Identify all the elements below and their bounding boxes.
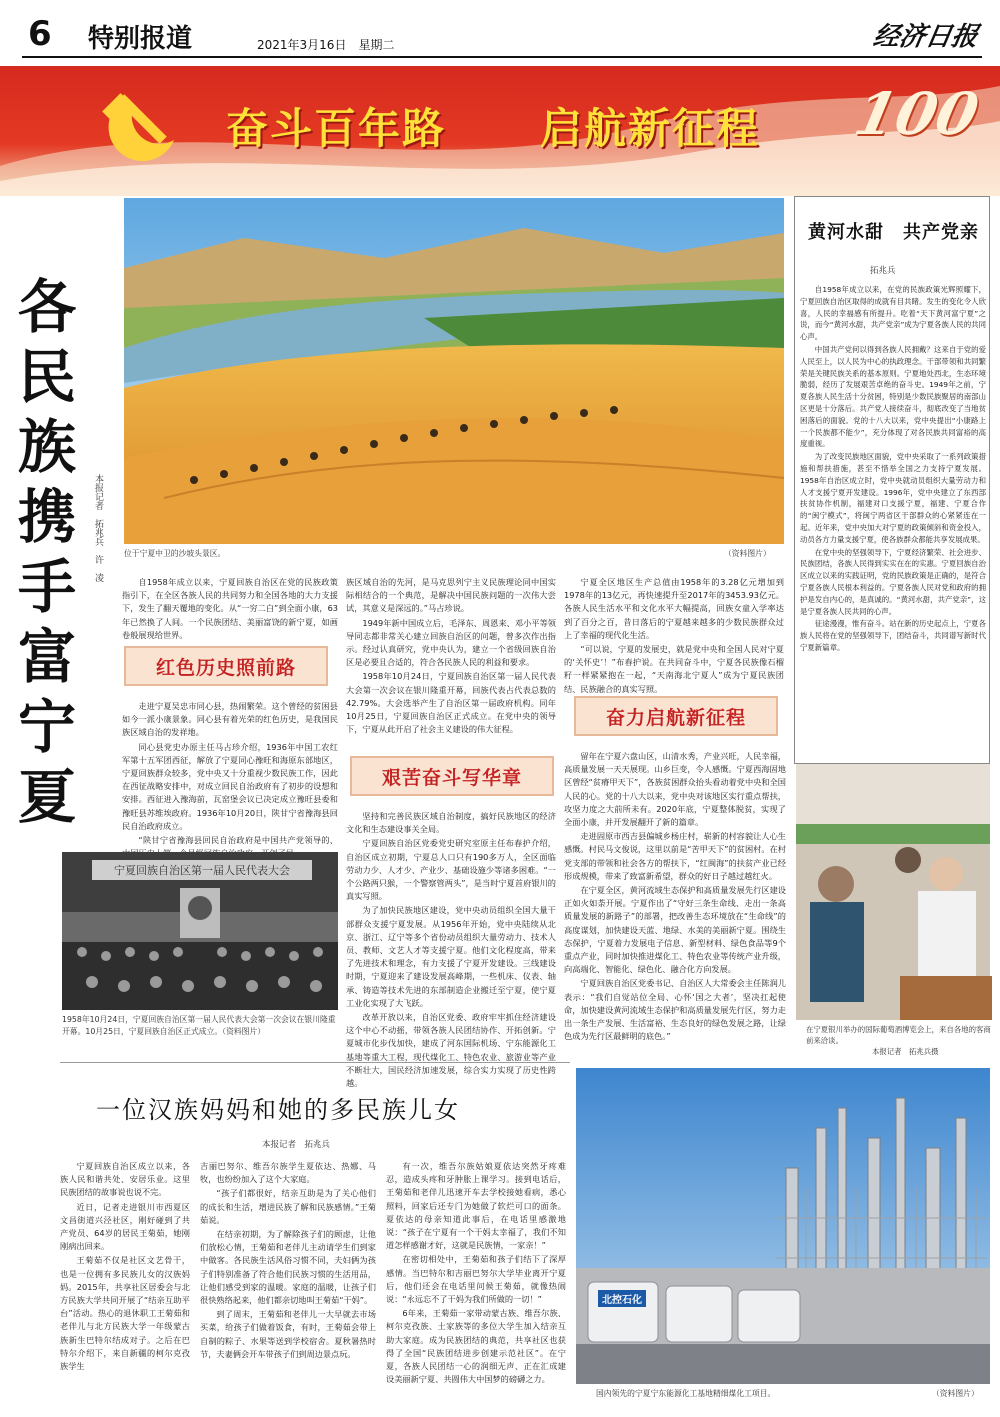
body-paragraph: 在结亲初期，为了解除孩子们的顾虑，让他们放松心情，王菊茹和老伴儿主动请学生们到家中做客。各民族生活风俗习惯不同，夫妇俩为孩子们特别准备了符合他们民族习惯的生活用品，让他们感受到家的温暖。家庭的温暖，让孩子们很快熟络起来，他们都亲切地叫王菊茹“干妈”。 (200, 1229, 376, 1306)
title-char: 富 (18, 623, 77, 691)
banner (0, 66, 1000, 196)
wine-expo-credit: 本报记者 拓兆兵摄 (872, 1047, 939, 1056)
body-paragraph: 有一次，维吾尔族姑娘夏依达突然牙疼难忍，造成头疼和牙肿胀上课学习。接到电话后，王菊茹和老伴儿迅速开车去学校接她看病，悉心照料，回家后还专门为她做了软烂可口的面条。夏依达的母亲知道此事后，在电话里感激地说：“孩子在宁夏有一个干妈太幸福了，我们不知道怎样感谢才好，这就是民族情，一家亲！” (386, 1161, 566, 1251)
hammer-sickle-icon (82, 82, 192, 174)
banner-slogan-2: 启航新征程 (540, 104, 761, 153)
sidebar-byline: 拓兆兵 (870, 266, 896, 276)
tank-sign: 北控石化 (598, 1290, 646, 1307)
main-story-column-3 (564, 576, 784, 694)
sidebar-body (800, 284, 986, 762)
body-paragraph: 走进固原市西吉县偏城乡杨庄村，崭新的村容貌让人心生感慨。村民马文俊说，这里以前是“苦甲天下”的贫困村。在村党支部的带领和社会各方的帮扶下，“红闽海”的扶贫产业已经形成规模，带来了致富新希望，群众的好日子越过越红火。 (564, 831, 786, 881)
section-name: 特别报道 (88, 24, 193, 54)
body-paragraph: “孩子们都很好，结亲互助是为了关心他们的成长和生活，增进民族了解和民族感情。”王菊茹说。 (200, 1188, 376, 1225)
body-paragraph: 宁夏回族自治区成立以来，各族人民和谐共处、安居乐业。这里民族团结的故事说也说不完。 (60, 1161, 190, 1198)
chemical-plant-photo (576, 1068, 990, 1384)
body-paragraph: 宁夏回族自治区党委书记、自治区人大常委会主任陈润儿表示：“我们自觉站位全局、心怀‘国之大者’，坚决扛起使命，加快建设黄河流域生态保护和高质量发展先行区，努力走出一条生产发展、生活富裕、生态良好的绿色发展之路，让绿色成为先行区最鲜明的底色。” (564, 978, 786, 1042)
title-char: 夏 (18, 763, 77, 831)
body-paragraph: 在密切相处中，王菊茹和孩子们结下了深厚感情。当巴特尔和吉丽巴努尔大学毕业离开宁夏后，他们还会在电话里问候王菊茹，就像热闹说：“永远忘不了干妈为我们所做的一切！” (386, 1254, 566, 1305)
sidebar-paragraph: 在党中央的坚强领导下，宁夏经济繁荣、社会进步、民族团结，各族人民得到实实在在的实惠。宁夏回族自治区成立以来的实践证明，党的民族政策是正确的，是符合宁夏各族人民根本利益的。宁夏各族人民对党和政府的拥护是发自内心的，是真诚的。“黄河水甜，共产党亲”，这是宁夏各族人民共同的心声。 (800, 547, 986, 616)
sidebar-paragraph: 自1958年成立以来，在党的民族政策光辉照耀下，宁夏回族自治区取得的成就有目共睹。发生的变化令人欣喜，人民的幸福感有所提升。吃着“天下黄河富宁夏”之说，而今“黄河水甜，共产党亲”成为宁夏各族人民的共同心声。 (800, 285, 986, 342)
sidebar-paragraph: 中国共产党何以得到各族人民拥戴？这来自于党的爱人民至上，以人民为中心的执政理念。干部带领和共同繁荣是关键民族关系的基本原则。宁夏地处西北，生态环境脆弱，经历了发展艰苦卓绝的奋斗史。1949年之前，宁夏各族人民生活十分贫困，特别是少数民族聚居的南部山区更是十分落后。共产党人接续奋斗，彻底改变了当地贫困落后的面貌。党的十八大以来，党中央提出“小康路上一个民族都不能少”，充分体现了对各民族共同富裕的高度重视。 (800, 344, 986, 449)
issue-date: 2021年3月16日 星期二 (257, 38, 395, 52)
second-story-title: 一位汉族妈妈和她的多民族儿女 (96, 1096, 460, 1124)
chemical-plant-caption: 国内领先的宁夏宁东能源化工基地精细煤化工项目。 (596, 1389, 776, 1398)
body-paragraph: “可以说，宁夏的发展史，就是党中央和全国人民对宁夏的‘关怀史’！”布春护说。在共同奋斗中，宁夏各民族像石榴籽一样紧紧抱在一起，“天南海北宁夏人”成为宁夏民族团结、民族融合的真实写照。 (564, 644, 784, 694)
section-heading-new-journey: 奋力启航新征程 (574, 696, 778, 736)
anniversary-mark: 100 (848, 80, 985, 148)
wine-expo-photo (796, 764, 990, 1020)
body-paragraph: 近日，记者走进银川市西夏区文昌街道兴泾社区，刚好碰到了共产党员、64岁的居民王菊茹，她刚刚病出回来。 (60, 1201, 190, 1252)
body-paragraph: 族区域自治的先河，是马克思列宁主义民族理论同中国实际相结合的一个典范，是解决中国民族问题的一次伟大尝试，其意义是深远的。”马占珍说。 (346, 577, 556, 614)
title-char: 手 (18, 553, 77, 621)
desert-photo (124, 198, 784, 544)
main-story-column-1 (122, 576, 338, 640)
meeting-photo (62, 852, 338, 1010)
body-paragraph: 在宁夏全区，黄河流域生态保护和高质量发展先行区建设正如火如荼开展。宁夏作出了“守好三条生命线、走出一条高质量发展的新路子”的部署，把改善生态环境放在“生命线”的高度谋划，加快建设天蓝、地绿、水美的美丽新宁夏。围绕生态保护，宁夏着力发展电子信息、新型材料、绿色食品等9个重点产业，同时加快推进煤化工、特色农业等传统产业升级，向高端化、智能化、绿色化、融合化方向发展。 (564, 885, 786, 975)
main-story-column-1b (122, 700, 338, 846)
body-paragraph: 坚持和完善民族区域自治制度，搞好民族地区的经济文化和生态建设事关全局。 (346, 811, 556, 835)
body-paragraph: 宁夏回族自治区党委党史研究室原主任布春护介绍，自治区成立初期，宁夏总人口只有190多万人，全区面临劳动力少、人才少、产业少、基础设施少等诸多困难。“一个公路两只猴，一个警察管两头”，是当时宁夏首府银川的真实写照。 (346, 838, 556, 902)
masthead-logo: 经济日报 (870, 22, 981, 52)
sidebar-paragraph: 为了改变民族地区面貌，党中央采取了一系列政策措施和帮扶措施，甚至不惜举全国之力支持宁夏发展。1958年自治区成立时，党中央就动员组织大量劳动力和人才支援宁夏开发建设。1996年，党中央建立了东西部扶贫协作机制，福建对口支援宁夏，福建、宁夏合作的“闽宁模式”，将闽宁两省区干部群众的心紧紧连在一起。近年来，党中央加大对宁夏的政策倾斜和资金投入，动员各方力量支援宁夏，使各族群众都能共享发展成果。 (800, 452, 986, 544)
body-paragraph: 王菊茹不仅是社区文艺骨干，也是一位拥有多民族儿女的汉族妈妈。2015年，共享社区居委会与北方民族大学共同开展了“结亲互助平台”活动。热心的退休职工王菊茹和老伴儿与北方民族大学一年级蒙古族新生巴特尔结成对子。之后在巴特尔介绍下，来自新疆的柯尔克孜族学生 (60, 1255, 190, 1372)
body-paragraph: 吉丽巴努尔、维吾尔族学生夏依达、热娜、马牧，也纷纷加入了这个大家庭。 (200, 1161, 376, 1185)
desert-photo-caption: 位于宁夏中卫的沙坡头景区。 (124, 549, 226, 558)
section-heading-hard-work: 艰苦奋斗写华章 (350, 756, 554, 796)
body-paragraph: 同心县党史办原主任马占珍介绍，1936年中国工农红军第十五军团西征，解放了宁夏同心豫旺和海原东部地区，宁夏回族群众较多，党中央又十分重视少数民族工作，因此在西征战略安排中，对成立回民自治政府有了初步的设想和安排。西征进入豫海前，瓦窑堡会议已决定成立豫旺县委和豫旺县苏维埃政府。1936年10月20日，陕甘宁省豫海县回民自治政府成立。 (122, 741, 338, 831)
body-paragraph: “陕甘宁省豫海县回民自治政府是中国共产党领导的、 (138, 835, 338, 846)
body-paragraph: 改革开放以来，自治区党委、政府牢牢抓住经济建设这个中心不动摇，带领各族人民团结协作、开拓创新。宁夏城市化步伐加快，建成了河东国际机场、宁东能源化工基地等重大工程，现代煤化工、特色农业、旅游业等产业不断壮大，国民经济加速发展，综合实力实现了历史性跨越。 (346, 1012, 556, 1089)
sidebar-title: 黄河水甜 共产党亲 (808, 222, 979, 243)
section-heading-red-history: 红色历史照前路 (124, 646, 328, 686)
title-char: 宁 (18, 693, 77, 761)
banner-slogan-1: 奋斗百年路 (226, 104, 447, 153)
body-paragraph: 1958年10月24日，宁夏回族自治区第一届人民代表大会第一次会议在银川隆重开幕，回族代表占代表总数的42.79%。大会选举产生了自治区第一届政府机构。同年10月25日，宁夏回族自治区正式成立。在党中央的领导下，宁夏从此开启了社会主义建设的伟大征程。 (346, 671, 556, 735)
meeting-photo-caption: 1958年10月24日，宁夏回族自治区第一届人民代表大会第一次会议在银川隆重开幕。10月25日，宁夏回族自治区正式成立。（资料图片） (62, 1015, 336, 1036)
title-char: 族 (18, 413, 77, 481)
body-paragraph: 留年在宁夏六盘山区，山清水秀，产业兴旺，人民幸福，高质量发展一天天展现。山乡巨变，令人感慨。宁夏西海固地区曾经“贫瘠甲天下”，各族贫困群众抬头看动着党中央和全国人民的心。党的十八大以来，党中央对该地区实行重点帮扶，攻坚力度之大前所未有。2020年底，宁夏整体脱贫，实现了全面小康，并开发展翻开了新的篇章。 (564, 751, 786, 828)
main-story-column-2b (346, 810, 556, 1089)
second-story-column-3 (386, 1160, 566, 1410)
meeting-banner-text: 宁夏回族自治区第一届人民代表大会 (114, 864, 290, 877)
second-story-column-1 (60, 1160, 190, 1410)
sidebar-paragraph: 征途漫漫，惟有奋斗。站在新的历史起点上，宁夏各族人民将在党的坚强领导下，团结奋斗，共同谱写新时代宁夏新篇章。 (800, 619, 986, 652)
desert-photo-credit: （资料图片） (724, 549, 771, 558)
header-rule (22, 56, 982, 58)
main-story-byline: 本报记者 拓兆兵 许 凌 (93, 474, 103, 582)
main-story-column-2 (346, 576, 556, 744)
main-story-title (18, 272, 102, 832)
body-paragraph: 为了加快民族地区建设，党中央动员组织全国大量干部群众支援宁夏发展。从1956年开始，党中央陆续从北京、浙江、辽宁等多个省份动员组织大量劳动力、技术人员、教师、文艺人才等支援宁夏。他们文化程度高，带来了先进技术和理念，有力支援了宁夏开发建设。三线建设时期，宁夏迎来了建设发展高峰期，一些机床、仪表、轴承、铸造等技术先进的东部制造企业搬迁至宁夏，使宁夏工业化实现了大飞跃。 (346, 905, 556, 1008)
title-char: 携 (18, 483, 77, 551)
body-paragraph: 走进宁夏吴忠市同心县，热闹繁荣。这个曾经的贫困县如今一派小康景象。同心县有着光荣的红色历史，是我国民族区域自治的发祥地。 (122, 701, 338, 738)
body-paragraph: 宁夏全区地区生产总值由1958年的3.28亿元增加到1978年的13亿元，再快速提升至2017年的3453.93亿元。各族人民生活水平和文化水平大幅提高，回族女童入学率达到了百分之百，昔日落后的宁夏越来越多的少数民族群众过上了幸福的现代化生活。 (564, 577, 784, 640)
body-paragraph: 1949年新中国成立后，毛泽东、周恩来、邓小平等领导同志都非常关心建立回族自治区的问题，曾多次作出指示。经过认真研究，党中央认为，建立一个省级回族自治区是必要且合适的，符合各民族人民的利益和要求。 (346, 617, 556, 668)
page-number: 6 (28, 14, 52, 54)
second-story-column-2 (200, 1160, 376, 1410)
title-char: 民 (18, 343, 77, 411)
title-char: 各 (18, 273, 77, 341)
second-story-byline: 本报记者 拓兆兵 (262, 1140, 331, 1150)
page-header (0, 0, 1000, 66)
wine-expo-caption: 在宁夏银川举办的国际葡萄酒博览会上，来自各地的客商前来洽谈。 (806, 1025, 991, 1045)
chemical-plant-credit: （资料图片） (932, 1389, 979, 1398)
body-paragraph: 6年来，王菊茹一家带动蒙古族、维吾尔族、柯尔克孜族、土家族等的多位大学生加入结亲互助大家庭。成为民族团结的典范，共享社区也获得了全国“民族团结进步创建示范社区”。在宁夏，各族人民团结一心的润细无声、正在汇成建设美丽新宁夏、共圆伟大中国梦的磅礴之力。 (386, 1308, 566, 1385)
story-divider (60, 1062, 570, 1063)
main-story-column-3b (564, 750, 786, 1042)
lead-paragraph: 自1958年成立以来，宁夏回族自治区在党的民族政策指引下，在全区各族人民的共同努力和全国各地的大力支援下，发生了翻天覆地的变化。从“一穷二白”到全面小康，63年已然换了人间。一个民族团结、美丽富饶的新宁夏，如画卷般展现给世界。 (122, 577, 338, 640)
body-paragraph: 到了周末，王菊茹和老伴儿一大早就去市场买菜，给孩子们做着饭食，有时，王菊茹会带上自制的粽子、水果等送到学校宿舍。夏秋暑热时节，夫妻俩会开车带孩子们到周边景点玩。 (200, 1309, 376, 1359)
